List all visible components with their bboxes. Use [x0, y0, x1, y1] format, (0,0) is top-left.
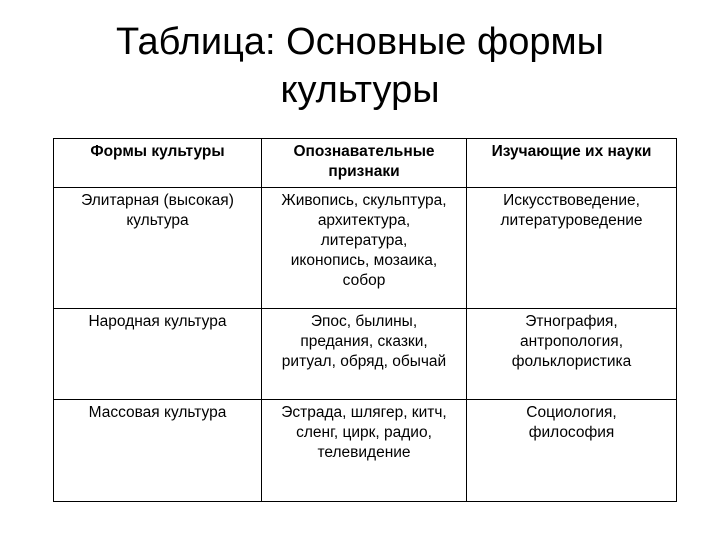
- cell-signs: Эстрада, шлягер, китч, сленг, цирк, радио, телевидение: [262, 400, 467, 502]
- page-title: Таблица: Основные формы культуры: [116, 21, 604, 111]
- cell-sciences: Искусствоведение, литературоведение: [467, 188, 677, 309]
- table-header-row: [54, 139, 677, 188]
- header-forms: Формы культуры: [54, 139, 262, 188]
- table-row: [54, 188, 677, 309]
- culture-forms-table: [53, 138, 677, 502]
- header-signs: Опознавательные признаки: [262, 139, 467, 188]
- table-row: [54, 309, 677, 400]
- cell-signs: Эпос, былины, предания, сказки, ритуал, обряд, обычай: [262, 309, 467, 400]
- cell-sciences: Социология, философия: [467, 400, 677, 502]
- table-row: [54, 400, 677, 502]
- cell-form: Элитарная (высокая) культура: [54, 188, 262, 309]
- header-sciences: Изучающие их науки: [467, 139, 677, 188]
- cell-signs: Живопись, скульптура, архитектура, литература, иконопись, мозаика, собор: [262, 188, 467, 309]
- cell-sciences: Этнография, антропология, фольклористика: [467, 309, 677, 400]
- cell-form: Массовая культура: [54, 400, 262, 502]
- cell-form: Народная культура: [54, 309, 262, 400]
